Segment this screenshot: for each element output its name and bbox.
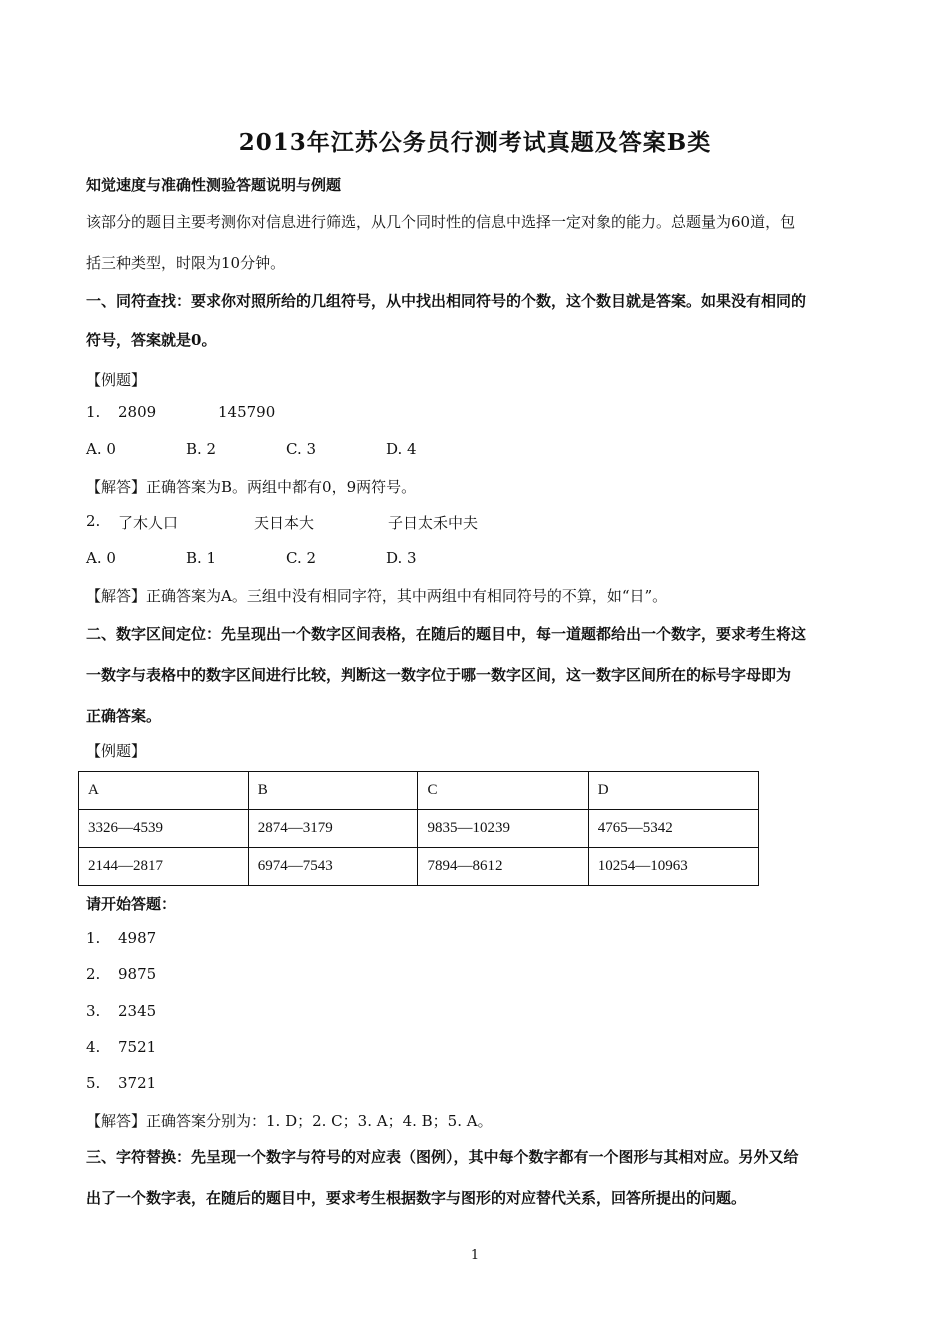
range-question-number: 1. [86,929,101,947]
table-cell: 6974—7543 [248,848,418,886]
q1-group-b: 145790 [218,403,276,421]
range-question-number: 3. [86,1002,101,1020]
q1-option-d: D. 4 [386,440,417,458]
range-question-number: 5. [86,1074,101,1092]
table-header-row [79,772,759,810]
table-header-cell: D [588,772,758,810]
q1-option-b: B. 2 [186,440,217,458]
intro-line-2: 括三种类型，时限为10分钟。 [86,254,286,272]
section2-answer: 【解答】正确答案分别为：1. D；2. C；3. A；4. B；5. A。 [86,1112,493,1130]
range-question-number: 4. [86,1038,101,1056]
q2-option-d: D. 3 [386,549,417,567]
q1-group-a: 2809 [118,403,157,421]
section2-line-2: 一数字与表格中的数字区间进行比较，判断这一数字位于哪一数字区间，这一数字区间所在的标号字母即为 [86,666,792,684]
intro-heading: 知觉速度与准确性测验答题说明与例题 [86,176,342,194]
table-header-cell: A [79,772,249,810]
range-question-value: 2345 [118,1002,157,1020]
q2-number: 2. [86,512,101,530]
q1-option-c: C. 3 [286,440,317,458]
section1-line-1: 一、同符查找：要求你对照所给的几组符号，从中找出相同符号的个数，这个数目就是答案。如果没有相同的 [86,292,807,310]
range-question-value: 9875 [118,965,157,983]
section2-line-3: 正确答案。 [86,707,162,725]
table-cell: 9835—10239 [418,810,588,848]
q2-option-a: A. 0 [86,549,116,567]
table-cell: 4765—5342 [588,810,758,848]
range-question-value: 4987 [118,929,157,947]
q2-option-b: B. 1 [186,549,217,567]
q2-group-b: 天日本大 [254,514,315,532]
q2-group-c: 子日太禾中夫 [388,514,479,532]
section3-line-1: 三、字符替换：先呈现一个数字与符号的对应表（图例），其中每个数字都有一个图形与其相对应。另外又给 [86,1148,799,1166]
page-number: 1 [470,1248,480,1263]
section1-line-2: 符号，答案就是0。 [86,331,217,349]
table-cell: 2144—2817 [79,848,249,886]
q2-group-a: 了木人口 [118,514,179,532]
table-cell: 7894—8612 [418,848,588,886]
range-question-value: 7521 [118,1038,157,1056]
section2-line-1: 二、数字区间定位：先呈现出一个数字区间表格，在随后的题目中，每一道题都给出一个数字，要求考生将这 [86,625,807,643]
table-cell: 2874—3179 [248,810,418,848]
table-row [79,810,759,848]
range-question-number: 2. [86,965,101,983]
q1-number: 1. [86,403,101,421]
page-title: 2013年江苏公务员行测考试真题及答案B类 [238,129,712,156]
section2-example-label: 【例题】 [86,742,147,760]
range-table [78,771,759,886]
table-cell: 3326—4539 [79,810,249,848]
section1-example-label: 【例题】 [86,371,147,389]
start-label: 请开始答题： [86,895,177,913]
range-question-value: 3721 [118,1074,157,1092]
q1-option-a: A. 0 [86,440,116,458]
section3-line-2: 出了一个数字表，在随后的题目中，要求考生根据数字与图形的对应替代关系，回答所提出的问题。 [86,1189,747,1207]
table-header-cell: C [418,772,588,810]
q2-option-c: C. 2 [286,549,317,567]
table-header-cell: B [248,772,418,810]
intro-line-1: 该部分的题目主要考测你对信息进行筛选，从几个同时性的信息中选择一定对象的能力。总题量为60道，包 [86,213,796,231]
table-row [79,848,759,886]
q1-answer: 【解答】正确答案为B。两组中都有0，9两符号。 [86,478,417,496]
q2-answer: 【解答】正确答案为A。三组中没有相同字符，其中两组中有相同符号的不算，如“日”。 [86,587,668,605]
table-cell: 10254—10963 [588,848,758,886]
